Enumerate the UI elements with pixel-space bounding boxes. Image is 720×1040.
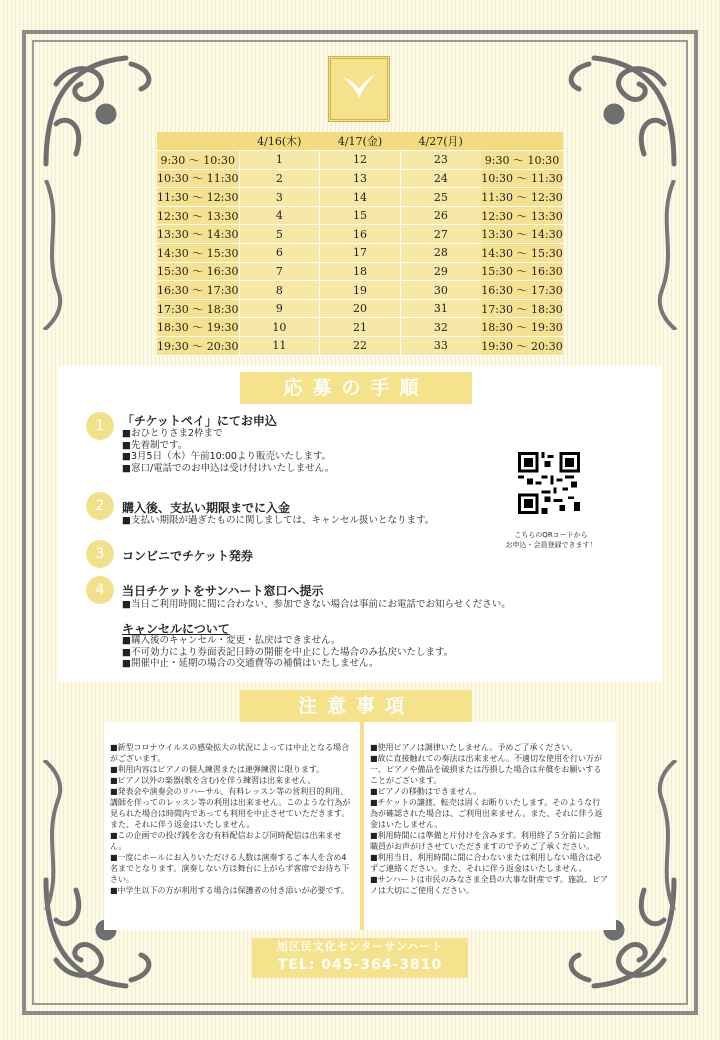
time-slot-cell: 19:30 〜 20:30 — [481, 337, 563, 356]
time-slot-cell: 14:30 〜 15:30 — [481, 244, 563, 263]
side-ornament-icon — [652, 760, 682, 910]
time-slot-cell: 16:30 〜 17:30 — [157, 281, 239, 300]
venue-name: 旭区民文化センターサンハート — [276, 940, 444, 953]
table-row — [157, 262, 563, 281]
detail-line: ■支払い期限が過ぎたものに関しましては、キャンセル扱いとなります。 — [122, 515, 435, 526]
time-slot-cell: 15:30 〜 16:30 — [157, 262, 239, 281]
qr-code-icon[interactable] — [518, 452, 580, 514]
detail-line: ■開催中止・延期の場合の交通費等の補償はいたしません。 — [122, 658, 379, 669]
side-ornament-icon — [38, 760, 68, 910]
step-1-details — [122, 428, 334, 474]
slot-number-cell: 24 — [400, 169, 481, 188]
header-cell: 4/27(月) — [400, 132, 481, 151]
slot-number-cell: 26 — [400, 206, 481, 225]
notice-right-column — [360, 722, 616, 930]
corner-ornament-icon — [36, 44, 166, 174]
notice-item: ■ピアノ以外の楽器(歌を含む)を伴う練習は出来ません。 — [110, 776, 316, 785]
time-slot-cell: 10:30 〜 11:30 — [157, 169, 239, 188]
table-row — [157, 281, 563, 300]
step-2-details — [122, 515, 434, 527]
qr-caption-line: こちらのQRコードから — [514, 531, 588, 539]
slot-number-cell: 17 — [320, 244, 401, 263]
slot-number-cell: 13 — [320, 169, 401, 188]
slot-number-cell: 22 — [320, 337, 401, 356]
time-slot-cell: 9:30 〜 10:30 — [157, 151, 239, 170]
detail-line: ■当日ご利用時間に間に合わない、参加できない場合は事前にお電話でお知らせください。 — [122, 599, 511, 610]
slot-number-cell: 33 — [400, 337, 481, 356]
detail-line: ■不可効力により券面表記日時の開催を中止にした場合のみ払戻いたします。 — [122, 646, 454, 658]
footer-contact — [252, 938, 468, 978]
table-row — [157, 151, 563, 170]
slot-number-cell: 14 — [320, 188, 401, 207]
slot-number-cell: 11 — [239, 337, 320, 356]
time-slot-cell: 12:30 〜 13:30 — [481, 206, 563, 225]
notice-item: ■発表会や演奏会のリハーサル、有料レッスン等の営利目的利用、講師を伴ってのレッスン等の利用は出来ません。このような行為が見られた場合は時間内であっても利用を中止させていただきます。また、それに伴う返金はいたしません。 — [110, 787, 351, 829]
table-row — [157, 244, 563, 263]
time-slot-cell: 10:30 〜 11:30 — [481, 169, 563, 188]
notice-item: ■利用時間には準備と片付けを含みます。利用終了５分前に会館職員がお声がけさせていただきますので予めご了承ください。 — [370, 831, 601, 851]
slot-number-cell: 12 — [320, 151, 401, 170]
slot-number-cell: 9 — [239, 299, 320, 318]
cancel-details — [122, 635, 453, 670]
slot-number-cell: 23 — [400, 151, 481, 170]
slot-number-cell: 4 — [239, 206, 320, 225]
step-4-circle: 4 — [86, 576, 114, 604]
table-row — [157, 225, 563, 244]
table-row — [157, 206, 563, 225]
time-slot-cell: 15:30 〜 16:30 — [481, 262, 563, 281]
notice-item: ■サンハートは市民のみなさま全員の大事な財産です。施設、ピアノは大切にご使用ください。 — [370, 875, 608, 895]
slot-number-cell: 5 — [239, 225, 320, 244]
detail-line: ■3月5日（木）午前10:00より販売いたします。 — [122, 451, 332, 462]
qr-caption-line: お申込・会員登録できます！ — [505, 541, 597, 549]
slot-number-cell: 8 — [239, 281, 320, 300]
step-1-title: 「チケットペイ」にてお申込 — [122, 414, 277, 428]
bird-logo-icon — [328, 56, 390, 122]
cancel-title: キャンセルについて — [122, 622, 230, 636]
phone-number[interactable]: TEL: 045-364-3810 — [277, 957, 443, 973]
table-row — [157, 318, 563, 337]
notice-item: ■一度にホールにお入りいただける人数は演奏するご本人を含め4名までとなります。演奏しない方は舞台に上がらず客席でお待ち下さい。 — [110, 853, 350, 884]
time-slot-cell: 18:30 〜 19:30 — [481, 318, 563, 337]
notice-item: ■故に直接触れての奏法は出来ません。不適切な使用を行い万が一、ピアノや備品を破損または汚損した場合は弁償をお願いすることがございます。 — [370, 754, 603, 785]
side-ornament-icon — [652, 180, 682, 330]
time-slot-cell: 9:30 〜 10:30 — [481, 151, 563, 170]
side-ornament-icon — [38, 180, 68, 330]
slot-number-cell: 19 — [320, 281, 401, 300]
header-cell — [481, 132, 563, 151]
step-4-title: 当日チケットをサンハート窓口へ提示 — [122, 584, 324, 598]
detail-line: ■購入後のキャンセル・変更・払戻はできません。 — [122, 635, 341, 646]
slot-number-cell: 6 — [239, 244, 320, 263]
notice-item: ■新型コロナウイルスの感染拡大の状況によっては中止となる場合がございます。 — [110, 743, 350, 763]
notice-item: ■中学生以下の方が利用する場合は保護者の付き添いが必要です。 — [110, 886, 349, 895]
schedule-table — [157, 132, 563, 356]
step-1-circle: 1 — [86, 412, 114, 440]
detail-line: ■おひとりさま2枠まで — [122, 428, 223, 439]
time-slot-cell: 16:30 〜 17:30 — [481, 281, 563, 300]
detail-line: ■先着制です。 — [122, 439, 188, 451]
notice-item: ■ピアノの移動はできません。 — [370, 787, 482, 796]
time-slot-cell: 14:30 〜 15:30 — [157, 244, 239, 263]
slot-number-cell: 18 — [320, 262, 401, 281]
notice-item: ■利用内容はピアノの個人練習または連弾練習に限ります。 — [110, 765, 325, 774]
slot-number-cell: 21 — [320, 318, 401, 337]
slot-number-cell: 7 — [239, 262, 320, 281]
slot-number-cell: 29 — [400, 262, 481, 281]
table-row — [157, 188, 563, 207]
step-3-title: コンビニでチケット発券 — [122, 549, 253, 563]
slot-number-cell: 15 — [320, 206, 401, 225]
slot-number-cell: 28 — [400, 244, 481, 263]
header-cell: 4/17(金) — [320, 132, 401, 151]
time-slot-cell: 18:30 〜 19:30 — [157, 318, 239, 337]
table-header-row — [157, 132, 563, 151]
slot-number-cell: 3 — [239, 188, 320, 207]
qr-caption — [490, 530, 612, 550]
step-3-circle: 3 — [86, 540, 114, 568]
notice-item: ■利用当日、利用時間に間に合わないまたは利用しない場合は必ずご連絡ください。また、それに伴う返金はいたしません。 — [370, 853, 602, 873]
step-4-details — [122, 599, 511, 611]
corner-ornament-icon — [554, 44, 684, 174]
slot-number-cell: 31 — [400, 299, 481, 318]
table-row — [157, 169, 563, 188]
slot-number-cell: 27 — [400, 225, 481, 244]
notice-item: ■この企画での投げ銭を含む有料配信および同時配信は出来ません。 — [110, 831, 342, 851]
slot-number-cell: 10 — [239, 318, 320, 337]
slot-number-cell: 16 — [320, 225, 401, 244]
table-row — [157, 337, 563, 356]
time-slot-cell: 17:30 〜 18:30 — [157, 299, 239, 318]
time-slot-cell: 19:30 〜 20:30 — [157, 337, 239, 356]
header-cell — [157, 132, 239, 151]
notice-panel — [104, 722, 616, 930]
notice-item: ■使用ピアノは調律いたしません。予めご了承ください。 — [370, 743, 578, 752]
notice-item: ■チケットの譲渡、転売は固くお断りいたします。そのような行為が確認された場合は、ご利用出来ません。また、それに伴う返金はいたしません。 — [370, 798, 603, 829]
slot-number-cell: 30 — [400, 281, 481, 300]
step-2-circle: 2 — [86, 492, 114, 520]
time-slot-cell: 11:30 〜 12:30 — [481, 188, 563, 207]
slot-number-cell: 20 — [320, 299, 401, 318]
slot-number-cell: 1 — [239, 151, 320, 170]
detail-line: ■窓口/電話でのお申込は受け付けいたしません。 — [122, 462, 335, 474]
slot-number-cell: 25 — [400, 188, 481, 207]
notice-left-column — [104, 722, 360, 930]
notice-title: 注意事項 — [240, 690, 472, 722]
time-slot-cell: 12:30 〜 13:30 — [157, 206, 239, 225]
time-slot-cell: 11:30 〜 12:30 — [157, 188, 239, 207]
procedure-title: 応募の手順 — [240, 372, 472, 404]
step-2-title: 購入後、支払い期限までに入金 — [122, 501, 291, 515]
header-cell: 4/16(木) — [239, 132, 320, 151]
time-slot-cell: 13:30 〜 14:30 — [157, 225, 239, 244]
time-slot-cell: 13:30 〜 14:30 — [481, 225, 563, 244]
slot-number-cell: 2 — [239, 169, 320, 188]
slot-number-cell: 32 — [400, 318, 481, 337]
time-slot-cell: 17:30 〜 18:30 — [481, 299, 563, 318]
table-row — [157, 299, 563, 318]
